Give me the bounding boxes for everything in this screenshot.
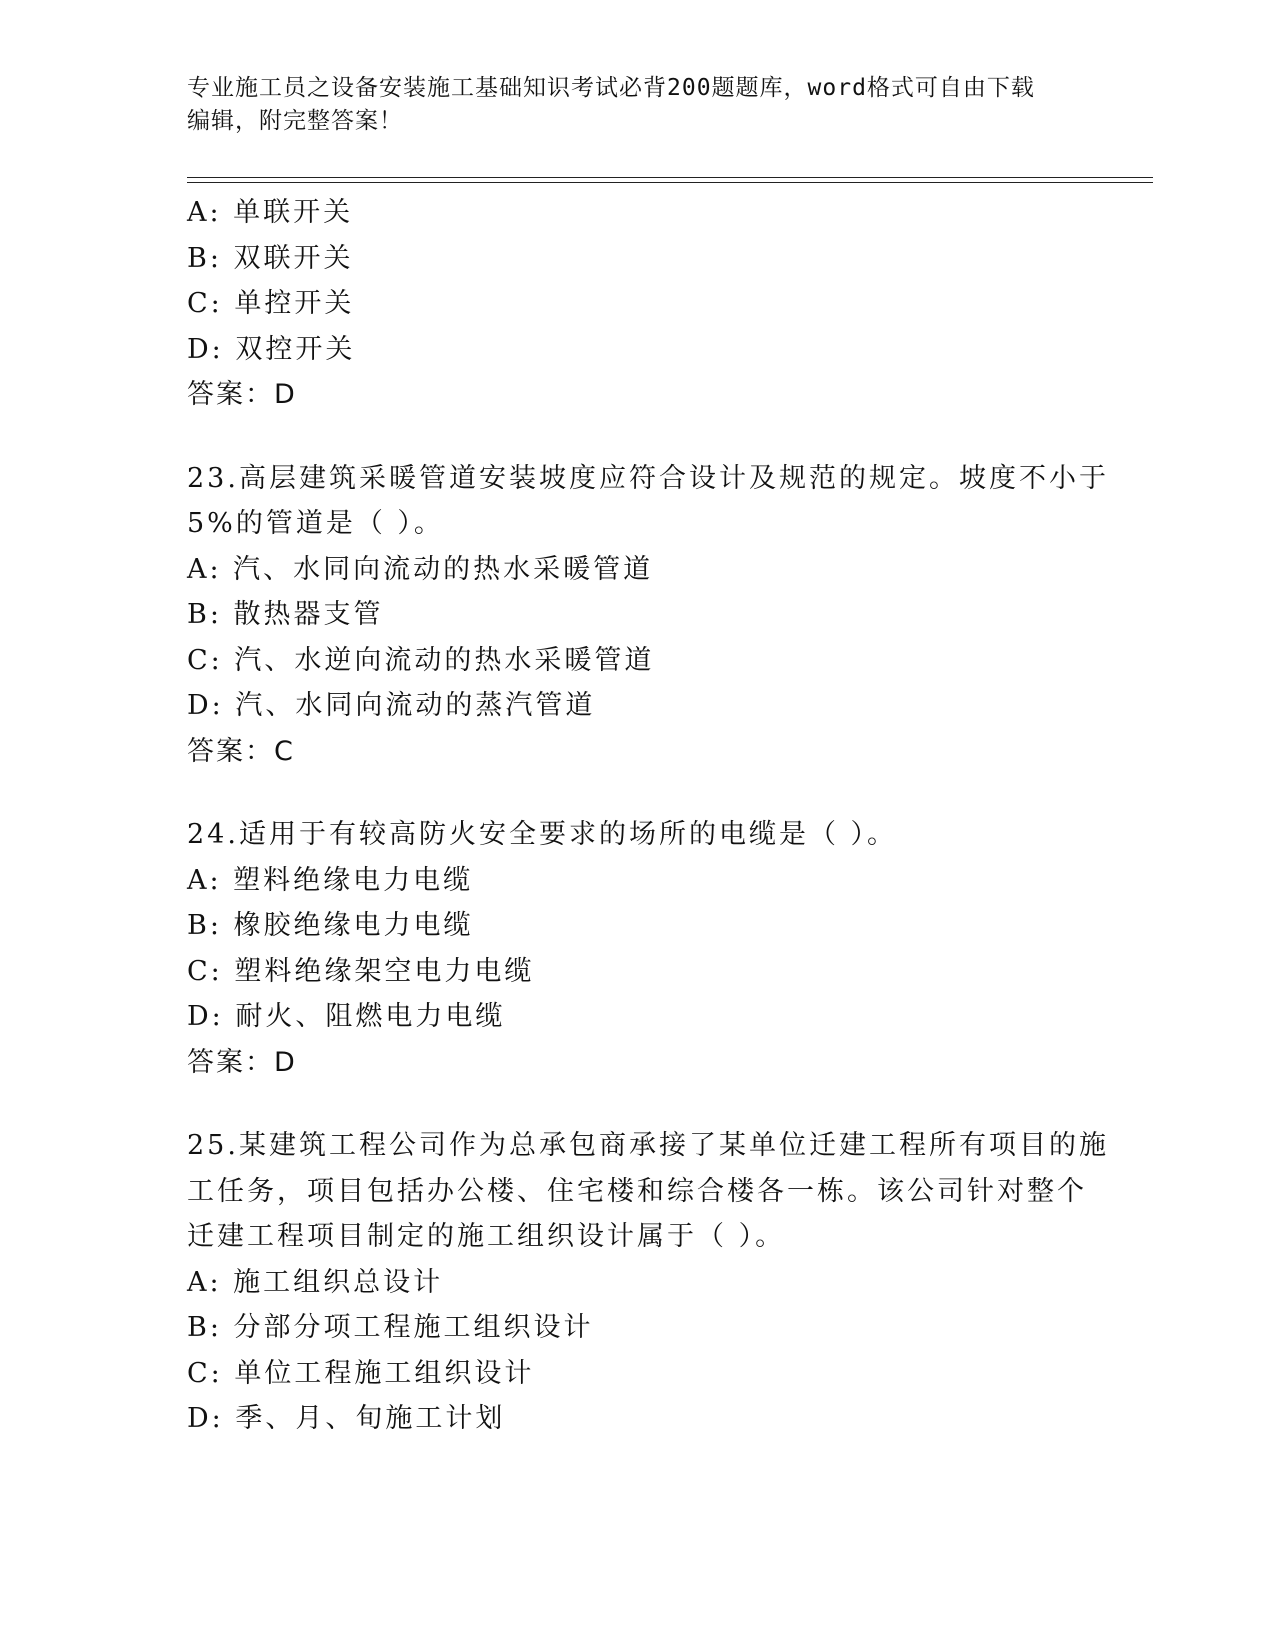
option-a: A: 汽、水同向流动的热水采暖管道 — [187, 553, 654, 585]
question-stem — [187, 1123, 1109, 1260]
stem-line: 迁建工程项目制定的施工组织设计属于（ ）。 — [187, 1221, 786, 1252]
header-title-line-2: 编辑，附完整答案！ — [187, 108, 403, 134]
document-body — [187, 190, 1109, 1442]
option-c: C: 汽、水逆向流动的热水采暖管道 — [187, 644, 655, 676]
option-b: B: 散热器支管 — [187, 599, 384, 630]
option-c: C: 单控开关 — [187, 288, 355, 319]
stem-line: 5%的管道是（ ）。 — [187, 508, 444, 539]
option-d: D: 汽、水同向流动的蒸汽管道 — [187, 690, 596, 721]
stem-line: 24.适用于有较高防火安全要求的场所的电缆是（ ）。 — [187, 819, 898, 850]
question-25 — [187, 1123, 1109, 1442]
option-a: A: 施工组织总设计 — [187, 1266, 444, 1298]
option-a: A: 塑料绝缘电力电缆 — [187, 864, 474, 896]
stem-line: 25.某建筑工程公司作为总承包商承接了某单位迁建工程所有项目的施 — [187, 1130, 1109, 1161]
option-d: D: 耐火、阻燃电力电缆 — [187, 1001, 506, 1032]
question-stem — [187, 456, 1109, 547]
answer-line: 答案：D — [187, 1046, 297, 1078]
header-rule-top — [187, 177, 1153, 178]
header-title-line-1: 专业施工员之设备安装施工基础知识考试必背200题题库，word格式可自由下载 — [187, 75, 1035, 101]
question-24 — [187, 812, 1087, 1085]
option-b: B: 双联开关 — [187, 242, 354, 274]
header-rule-bottom — [187, 182, 1153, 183]
question-stem — [187, 812, 1087, 858]
option-b: B: 分部分项工程施工组织设计 — [187, 1312, 594, 1343]
question-23 — [187, 456, 1109, 775]
stem-line: 23.高层建筑采暖管道安装坡度应符合设计及规范的规定。坡度不小于 — [187, 462, 1109, 494]
option-c: C: 单位工程施工组织设计 — [187, 1357, 535, 1389]
option-a: A: 单联开关 — [187, 197, 354, 228]
option-d: D: 双控开关 — [187, 333, 356, 365]
document-header — [187, 72, 1067, 138]
option-c: C: 塑料绝缘架空电力电缆 — [187, 955, 535, 987]
previous-question-tail — [187, 190, 1087, 418]
answer-line: 答案：C — [187, 735, 295, 767]
option-b: B: 橡胶绝缘电力电缆 — [187, 910, 474, 941]
option-d: D: 季、月、旬施工计划 — [187, 1403, 506, 1434]
stem-line: 工任务，项目包括办公楼、住宅楼和综合楼各一栋。该公司针对整个 — [187, 1175, 1087, 1207]
answer-line: 答案：D — [187, 379, 297, 410]
